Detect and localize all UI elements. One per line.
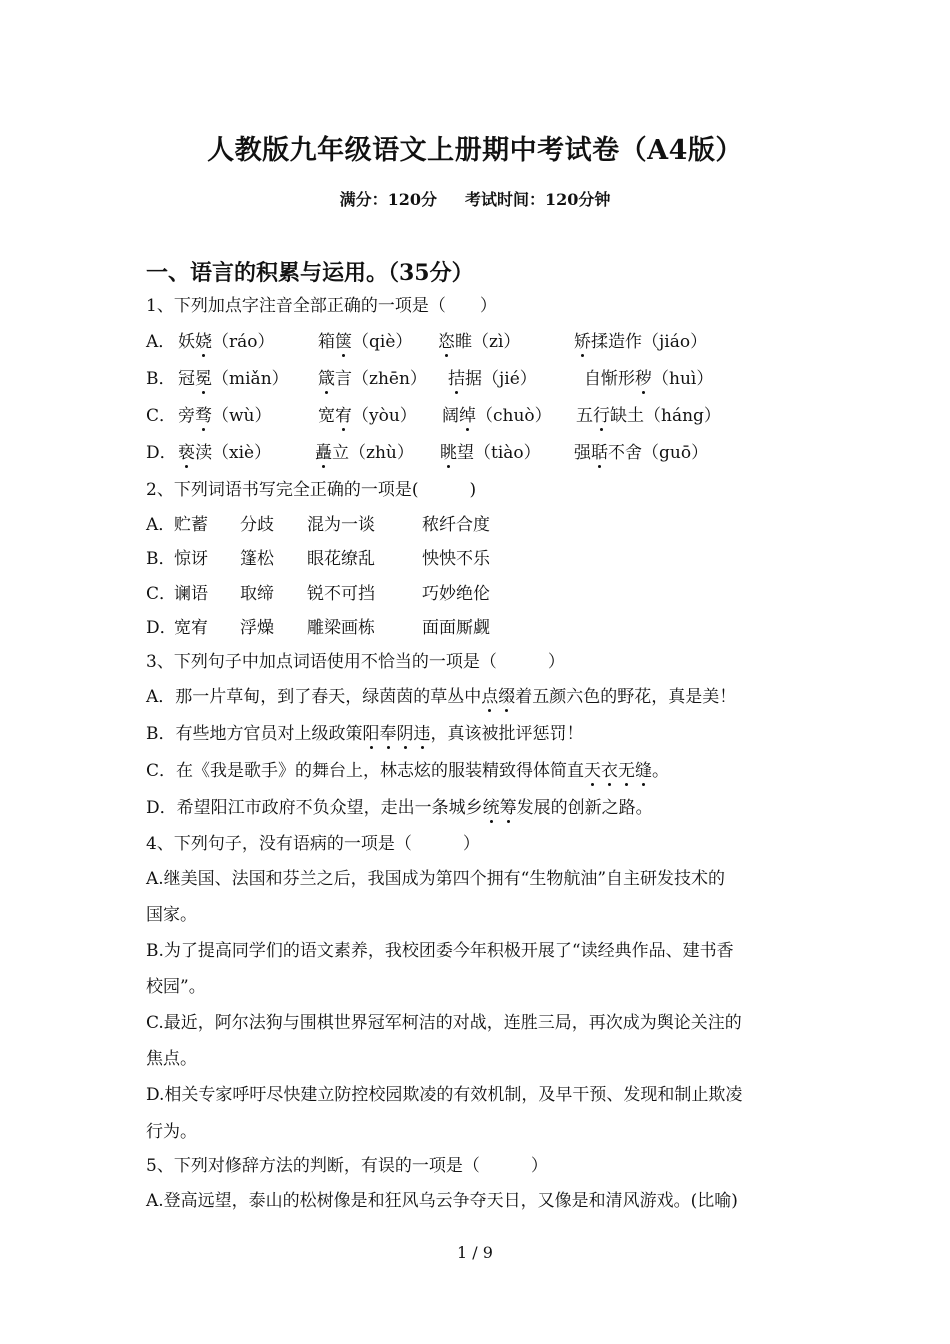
page-number: 1 / 9 <box>457 1243 493 1262</box>
dotted-char: 违 <box>413 724 431 744</box>
q1-option-d: D．亵渎（xiè） 矗立（zhù） 眺望（tiào） 强聒不舍（guō） <box>146 443 709 463</box>
q3-option-a: A．那一片草甸，到了春天，绿茵茵的草丛中点缀着五颜六色的野花，真是美！ <box>146 687 737 707</box>
option-label: C． <box>146 406 177 426</box>
q2-option-d: D．宽宥 浮燥 雕梁画栋 面面厮觑 <box>146 618 490 638</box>
dotted-char: 秽 <box>635 369 652 389</box>
q1-option-c: C． 旁骛（wù） 宽宥（yòu） 阔绰（chuò） 五行缺土（háng） <box>146 406 721 426</box>
dotted-char: 矫 <box>574 332 591 352</box>
q4-option-b-cont: 校园”。 <box>146 977 206 997</box>
q4-option-c: C.最近，阿尔法狗与围棋世界冠军柯洁的对战，连胜三局，再次成为舆论关注的 <box>146 1013 742 1033</box>
q3-option-b: B．有些地方官员对上级政策阳奉阴违，真该被批评惩罚！ <box>146 724 584 744</box>
dotted-char: 缀 <box>498 687 516 707</box>
dotted-char: 矗 <box>315 443 332 463</box>
dotted-word <box>584 761 652 781</box>
dotted-char: 亵 <box>178 443 195 463</box>
q2-option-b: B．惊讶 篷松 眼花缭乱 怏怏不乐 <box>146 549 490 569</box>
dotted-char: 奉 <box>379 724 397 744</box>
dotted-char: 阳 <box>362 724 380 744</box>
page-title: 人教版九年级语文上册期中考试卷（A4版） <box>207 135 743 166</box>
exam-info <box>0 187 950 210</box>
dotted-char: 骛 <box>195 406 212 426</box>
q4-option-d: D.相关专家呼吁尽快建立防控校园欺凌的有效机制，及早干预、发现和制止欺凌 <box>146 1085 743 1105</box>
q3-option-c: C．在《我是歌手》的舞台上，林志炫的服装精致得体简直天衣无缝。 <box>146 761 670 781</box>
q1-option-b: B． 冠冕（miǎn） 箴言（zhēn） 拮据（jié） 自惭形秽（huì） <box>146 369 714 389</box>
dotted-char: 冕 <box>195 369 212 389</box>
q4-option-c-cont: 焦点。 <box>146 1049 197 1069</box>
dotted-char: 宥 <box>335 406 352 426</box>
q2-stem: 2、下列词语书写完全正确的一项是( ) <box>146 480 477 500</box>
full-score: 满分：120分 <box>339 190 437 209</box>
dotted-char: 拮 <box>448 369 465 389</box>
q1-stem: 1、下列加点字注音全部正确的一项是（ ） <box>146 296 497 316</box>
q3-option-d: D．希望阳江市政府不负众望，走出一条城乡统筹发展的创新之路。 <box>146 798 653 818</box>
dotted-char: 缝 <box>635 761 653 781</box>
q4-option-b: B.为了提高同学们的语文素养，我校团委今年积极开展了“读经典作品、建书香 <box>146 941 734 961</box>
dotted-word <box>483 798 517 818</box>
dotted-char: 点 <box>481 687 499 707</box>
q4-option-a: A.继美国、法国和芬兰之后，我国成为第四个拥有“生物航油”自主研发技术的 <box>146 869 726 889</box>
q3-stem: 3、下列句子中加点词语使用不恰当的一项是（ ） <box>146 652 565 672</box>
q2-option-a: A．贮蓄 分歧 混为一谈 秾纤合度 <box>146 515 490 535</box>
q4-stem: 4、下列句子，没有语病的一项是（ ） <box>146 834 480 854</box>
dotted-char: 箴 <box>318 369 335 389</box>
dotted-char: 箧 <box>335 332 352 352</box>
dotted-char: 筹 <box>499 798 517 818</box>
option-label: B． <box>146 369 176 389</box>
q4-option-a-cont: 国家。 <box>146 905 197 925</box>
option-label: A． <box>146 332 176 352</box>
q5-stem: 5、下列对修辞方法的判断，有误的一项是（ ） <box>146 1156 548 1176</box>
dotted-char: 绰 <box>459 406 476 426</box>
dotted-char: 无 <box>618 761 636 781</box>
dotted-char: 聒 <box>591 443 608 463</box>
exam-time: 考试时间：120分钟 <box>465 190 611 209</box>
q4-option-d-cont: 行为。 <box>146 1122 197 1142</box>
q1-option-a: A． 妖娆（ráo） 箱箧（qiè） 恣睢（zì） 矫揉造作（jiáo） <box>146 332 708 352</box>
q5-option-a: A.登高远望，泰山的松树像是和狂风乌云争夺天日，又像是和清风游戏。(比喻) <box>146 1191 738 1211</box>
dotted-char: 恣 <box>438 332 455 352</box>
q2-option-c: C．谰语 取缔 锐不可挡 巧妙绝伦 <box>146 584 490 604</box>
dotted-char: 衣 <box>601 761 619 781</box>
dotted-char: 娆 <box>195 332 212 352</box>
dotted-char: 统 <box>482 798 500 818</box>
option-label: D． <box>146 443 177 463</box>
section-heading: 一、语言的积累与运用。（35分） <box>146 260 474 286</box>
dotted-char: 行 <box>593 406 610 426</box>
dotted-char: 眺 <box>440 443 457 463</box>
dotted-word <box>363 724 431 744</box>
dotted-char: 天 <box>584 761 602 781</box>
dotted-char: 阴 <box>396 724 414 744</box>
dotted-word <box>481 687 515 707</box>
